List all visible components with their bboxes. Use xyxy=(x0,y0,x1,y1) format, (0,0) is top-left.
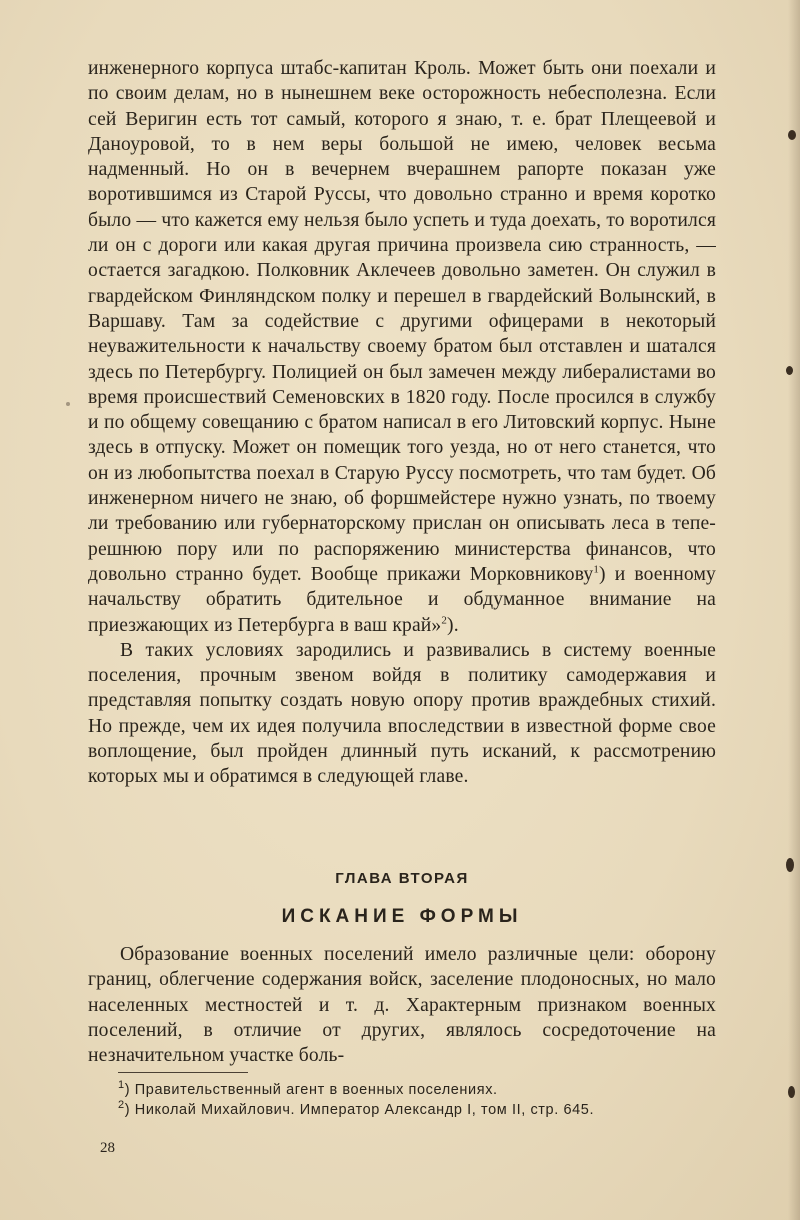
page-edge-shadow xyxy=(788,0,800,1220)
footnote-text: ) Правительственный агент в военных поселениях. xyxy=(124,1082,498,1098)
paragraph-continuation xyxy=(88,56,716,638)
chapter-label: ГЛАВА ВТОРАЯ xyxy=(335,870,469,887)
paper-speck xyxy=(66,402,70,406)
footnote-marker: 2 xyxy=(118,1099,125,1112)
footnote-2 xyxy=(118,1100,718,1120)
footnotes xyxy=(118,1080,718,1120)
footnote-ref-1: 1 xyxy=(593,563,600,576)
footnote-ref-2: 2 xyxy=(441,614,448,626)
footnote-1 xyxy=(118,1080,718,1100)
paragraph-text-end: ). xyxy=(447,614,459,636)
chapter-title: ИСКАНИЕ ФОРМЫ xyxy=(281,906,523,927)
footnote-divider xyxy=(118,1072,248,1073)
footnote-text: ) Николай Михайлович. Император Александр I, том II, стр. 645. xyxy=(124,1102,595,1118)
paper-speck xyxy=(786,858,794,872)
paper-speck xyxy=(788,130,796,140)
page-number: 28 xyxy=(100,1140,115,1156)
paragraph-chapter-opening: Образование военных поселений имело различные цели: оборону границ, облегчение содержания войск, заселение плодоносных, но мало населенных местностей и т. д. Характерным признаком военных поселений, в отличие от других, являлось сосредоточение на незначительном участке боль- xyxy=(88,944,716,1067)
paper-speck xyxy=(788,1086,795,1098)
upper-text-block xyxy=(88,56,716,790)
paragraph-text: инженерного корпуса штабс-капитан Кроль. Может быть они поехали и по своим делам, но в нынешнем веке осторожность небесполезна. Если сей Веригин есть тот самый, которого я знаю, т. е. брат Плещеевой и Даноуровой, то в нем веры большой не имею, человек весьма надменный. Но он в вечернем вчерашнем рапорте показан уже воротившимся из Старой Руссы, что довольно странно и время коротко было — что кажется ему нельзя было успеть и туда доехать, то воротился ли он с дороги или какая другая причина произвела сию странность, — остается загадкою. Полковник Аклечеев довольно заметен. Он служил в гвардейском Финляндском полку и перешел в гвардейский Волынский, в Варшаву. Там за содействие с другими офицерами в некоторый неуважительности к начальству своему братом был отставлен и шатался здесь по Петербургу. Полицией он был замечен между либералистами во время происшествий Семеновских в 1820 году. После просился в службу и по общему совещанию с братом написал в его Литовский корпус. Ныне здесь в отпуску. Может он помещик того уезда, но от него станется, что он из любопытства поехал в Старую Руссу посмотреть, что там будет. Об инженерном ничего не знаю, об форшмейстере нужно узнать, по твоему ли требованию или губернаторскому прислан он описывать леса в тепе-решнюю пору или по распоряжению министерства финансов, что довольно странно будет. Вообще прикажи Морковникову xyxy=(88,58,716,585)
paragraph-text-mid: ) и военному начальству обратить бдительное и обдуманное внимание на приезжающих из Петербурга в ваш край» xyxy=(88,563,716,636)
paper-speck xyxy=(786,366,793,375)
footnote-marker: 1 xyxy=(118,1079,125,1092)
lower-text-block xyxy=(88,942,716,1068)
paragraph-closing: В таких условиях зародились и развивались в систему военные поселения, прочным звеном войдя в политику самодержавия и представляя попытку создать новую опору против враждебных стихий. Но прежде, чем их идея получила впоследствии в известной форме свое воплощение, был пройден длинный путь исканий, к рассмотрению которых мы и обратимся в следующей главе. xyxy=(88,639,716,788)
